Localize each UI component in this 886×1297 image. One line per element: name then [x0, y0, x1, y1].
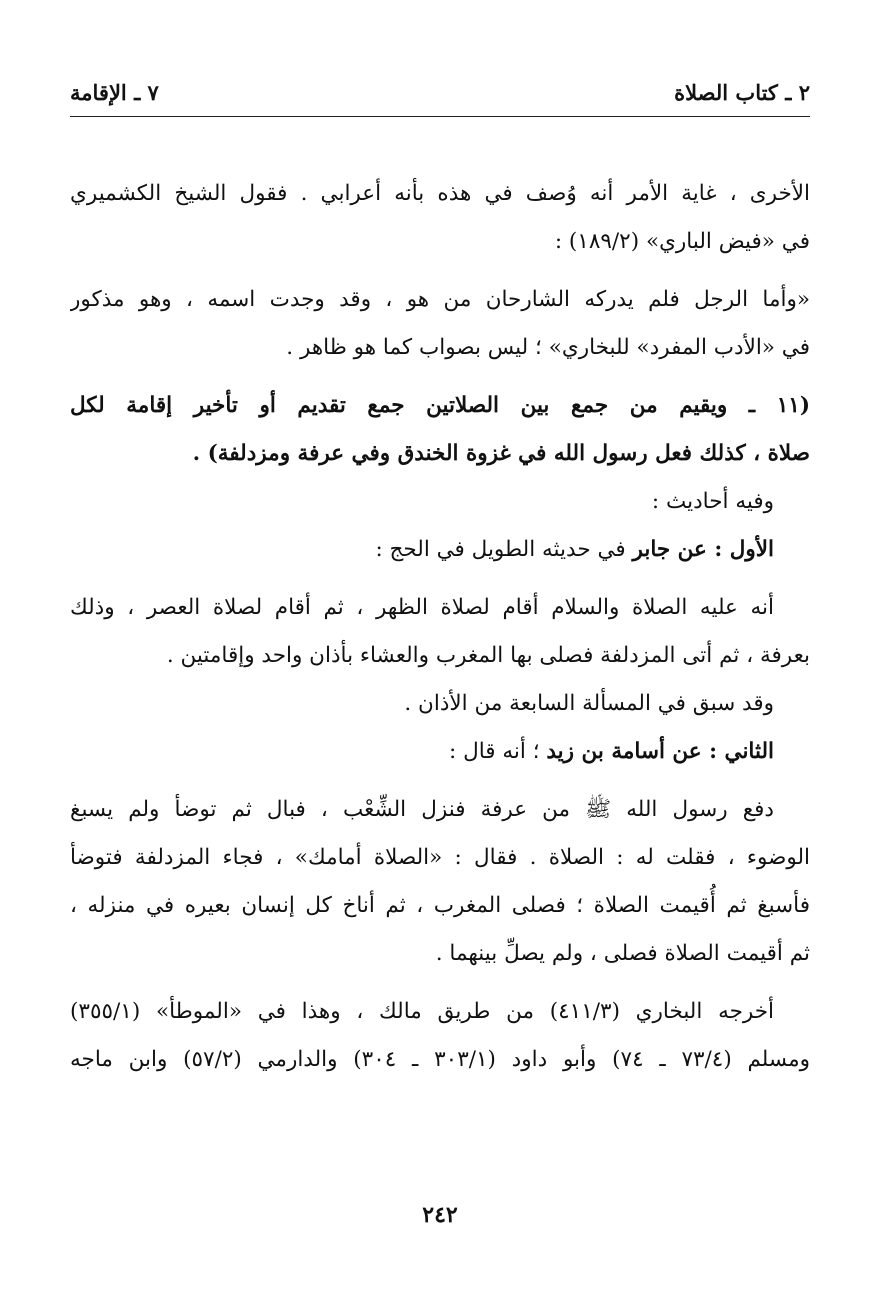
hadith-line: دفع رسول الله ﷺ من عرفة فنزل الشِّعْب ، فبال ثم توضأ ولم يسبغ	[70, 797, 774, 822]
hadith-heading-first: الأول : عن جابر	[632, 537, 774, 562]
text-line: وفيه أحاديث :	[651, 489, 774, 514]
hadith-heading-rest: في حديثه الطويل في الحج :	[375, 537, 633, 562]
section-title: ٧ ـ الإقامة	[70, 80, 159, 105]
hadith-line: أنه عليه الصلاة والسلام أقام لصلاة الظهر ، ثم أقام لصلاة العصر ، وذلك	[70, 595, 774, 620]
hadith-heading-line	[70, 526, 810, 574]
text-line: وقد سبق في المسألة السابعة من الأذان .	[404, 691, 774, 716]
takhrij-line: ومسلم (٧٣/٤ ـ ٧٤) وأبو داود (٣٠٣/١ ـ ٣٠٤) والدارمي (٥٧/٢) وابن ماجه	[70, 1047, 810, 1072]
page-number: ٢٤٢	[422, 1202, 458, 1228]
running-header	[70, 80, 810, 116]
hadith-heading-line	[70, 728, 810, 776]
chapter-title: ٢ ـ كتاب الصلاة	[674, 80, 810, 105]
body-text	[70, 170, 810, 1084]
quote-line: في «الأدب المفرد» للبخاري» ؛ ليس بصواب كما هو ظاهر .	[286, 335, 810, 360]
hadith-heading-rest: ؛ أنه قال :	[449, 739, 547, 764]
matn-line: صلاة ، كذلك فعل رسول الله في غزوة الخندق وفي عرفة ومزدلفة) .	[192, 441, 810, 466]
text-line: في «فيض الباري» (١٨٩/٢) :	[554, 229, 810, 254]
matn-line: (١١ ـ ويقيم من جمع بين الصلاتين جمع تقديم أو تأخير إقامة لكل	[70, 393, 810, 418]
quote-line: «وأما الرجل فلم يدركه الشارحان من هو ، وقد وجدت اسمه ، وهو مذكور	[70, 287, 810, 312]
hadith-line: بعرفة ، ثم أتى المزدلفة فصلى بها المغرب والعشاء بأذان واحد وإقامتين .	[166, 643, 810, 668]
hadith-line: فأسبغ ثم أُقيمت الصلاة ؛ فصلى المغرب ، ثم أناخ كل إنسان بعيره في منزله ،	[70, 893, 810, 918]
text-line: الأخرى ، غاية الأمر أنه وُصف في هذه بأنه أعرابي . فقول الشيخ الكشميري	[70, 181, 810, 206]
document-page	[70, 0, 810, 1297]
hadith-heading-second: الثاني : عن أسامة بن زيد	[546, 739, 774, 764]
hadith-line: الوضوء ، فقلت له : الصلاة . فقال : «الصلاة أمامك» ، فجاء المزدلفة فتوضأ	[70, 845, 810, 870]
header-rule	[70, 116, 810, 117]
hadith-line: ثم أقيمت الصلاة فصلى ، ولم يصلِّ بينهما .	[435, 941, 810, 966]
takhrij-line: أخرجه البخاري (٤١١/٣) من طريق مالك ، وهذا في «الموطأ» (٣٥٥/١)	[70, 999, 775, 1024]
